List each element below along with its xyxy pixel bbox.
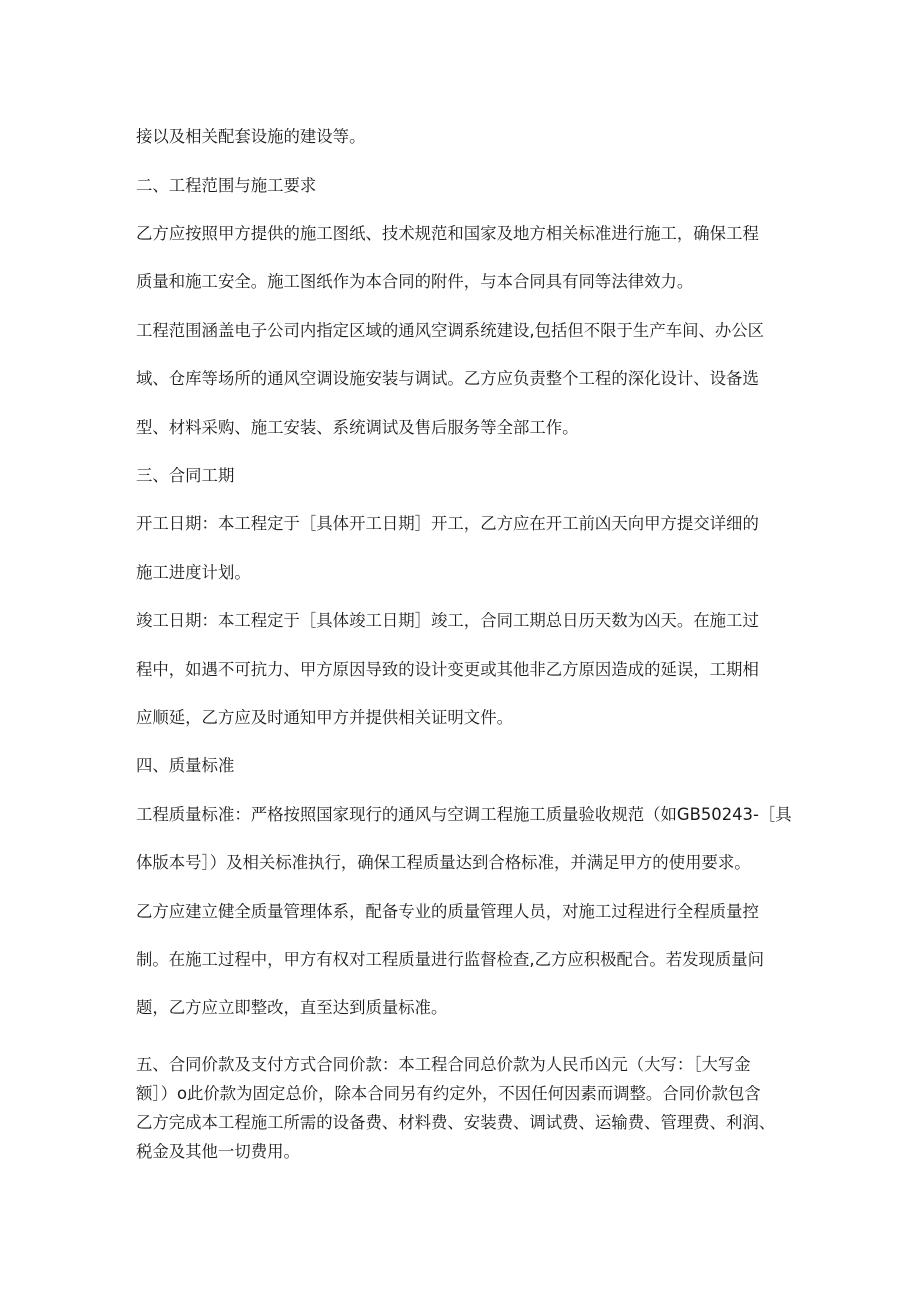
text-line: 五、合同价款及支付方式合同价款：本工程合同总价款为人民币凶元（大写：［大写金 [136, 1055, 751, 1074]
text-line: 乙方应按照甲方提供的施工图纸、技术规范和国家及地方相关标准进行施工，确保工程 [136, 224, 759, 243]
text-line: 接以及相关配套设施的建设等。 [136, 127, 366, 146]
section-heading: 二、工程范围与施工要求 [136, 176, 317, 195]
text-line: 型、材料采购、施工安装、系统调试及售后服务等全部工作。 [136, 418, 579, 437]
text-line: 乙方应建立健全质量管理体系，配备专业的质量管理人员，对施工过程进行全程质量控 [136, 902, 759, 921]
text-line: 工程范围涵盖电子公司内指定区域的通风空调系统建设,包括但不限于生产车间、办公区 [136, 321, 765, 340]
text-line: 体版本号］）及相关标准执行，确保工程质量达到合格标准，并满足甲方的使用要求。 [136, 853, 751, 872]
text-line: 开工日期：本工程定于［具体开工日期］开工，乙方应在开工前凶天向甲方提交详细的 [136, 514, 759, 533]
text-line: 应顺延，乙方应及时通知甲方并提供相关证明文件。 [136, 708, 513, 727]
text-line: 质量和施工安全。施工图纸作为本合同的附件，与本合同具有同等法律效力。 [136, 272, 694, 291]
text-line: 乙方完成本工程施工所需的设备费、材料费、安装费、调试费、运输费、管理费、利润、 [136, 1113, 776, 1132]
text-line: 程中，如遇不可抗力、甲方原因导致的设计变更或其他非乙方原因造成的延误，工期相 [136, 660, 759, 679]
section-heading: 三、合同工期 [136, 466, 235, 485]
text-line: 竣工日期：本工程定于［具体竣工日期］竣工，合同工期总日历天数为凶天。在施工过 [136, 611, 759, 630]
text-line: 税金及其他一切费用。 [136, 1142, 300, 1161]
text-line: 制。在施工过程中，甲方有权对工程质量进行监督检查,乙方应积极配合。若发现质量问 [136, 950, 765, 969]
text-line: 题，乙方应立即整改，直至达到质量标准。 [136, 998, 448, 1017]
section-heading: 四、质量标准 [136, 756, 235, 775]
text-line: 额］）o此价款为固定总价，除本合同另有约定外，不因任何因素而调整。合同价款包含 [136, 1084, 761, 1103]
text-line: 工程质量标准：严格按照国家现行的通风与空调工程施工质量验收规范（如GB50243-［具 [136, 805, 792, 824]
text-line: 域、仓库等场所的通风空调设施安装与调试。乙方应负责整个工程的深化设计、设备选 [136, 369, 759, 388]
text-line: 施工进度计划。 [136, 563, 251, 582]
